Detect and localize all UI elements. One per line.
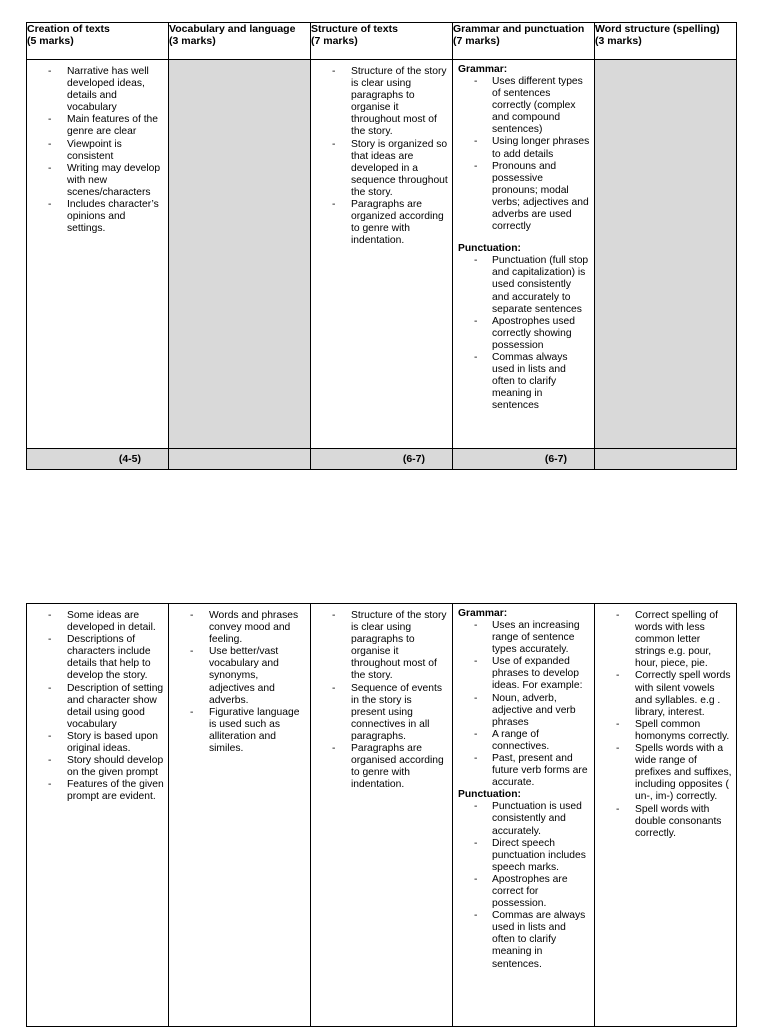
criteria-item <box>27 163 164 199</box>
criteria-text: Main features of the genre are clear <box>67 114 159 138</box>
bullet-dash: - <box>48 199 52 211</box>
criteria-item <box>453 76 590 136</box>
bullet-dash: - <box>48 682 52 694</box>
criteria-item <box>311 66 448 139</box>
criteria-text: Structure of the story is clear using paragraphs to organise it throughout most of the story. <box>351 66 447 138</box>
criteria-text: Use better/vast vocabulary and synonyms, adjectives and adverbs. <box>209 646 279 706</box>
criteria-text: Pronouns and possessive pronouns; modal verbs; adjectives and adverbs are used correctly <box>492 160 589 233</box>
bullet-dash: - <box>332 682 336 694</box>
criteria-item <box>311 610 448 683</box>
bullet-dash: - <box>48 138 52 150</box>
criteria-item <box>311 139 448 199</box>
criteria-row <box>27 604 737 1027</box>
criteria-text: A range of connectives. <box>492 728 550 752</box>
criteria-text: Sequence of events in the story is present using connectives in all paragraphs. <box>351 682 443 742</box>
criteria-item <box>453 753 590 789</box>
criteria-item <box>27 114 164 138</box>
criteria-item <box>595 804 732 840</box>
criteria-item <box>595 670 732 718</box>
bullet-dash: - <box>616 743 620 755</box>
bullet-dash: - <box>190 706 194 718</box>
score-row <box>27 449 737 470</box>
vocabulary-cell <box>169 604 311 1027</box>
bullet-dash: - <box>474 753 478 765</box>
bullet-dash: - <box>616 610 620 621</box>
criteria-text: Descriptions of characters include details that help to develop the story. <box>67 634 151 682</box>
criteria-text: Apostrophes used correctly showing possession <box>492 315 576 351</box>
score-grammar: (6-7) <box>453 449 595 470</box>
header-creation: Creation of texts (5 marks) <box>27 23 169 60</box>
criteria-item <box>453 255 590 315</box>
punctuation-label: Punctuation: <box>458 789 521 801</box>
criteria-text: Uses different types of sentences correctly (complex and compound sentences) <box>492 76 583 136</box>
bullet-dash: - <box>474 255 478 267</box>
header-spelling: Word structure (spelling) (3 marks) <box>595 23 737 60</box>
bullet-dash: - <box>474 136 478 148</box>
criteria-item <box>453 910 590 970</box>
criteria-item <box>453 136 590 160</box>
structure-cell <box>311 60 453 449</box>
criteria-item <box>27 199 164 235</box>
criteria-item <box>453 801 590 837</box>
criteria-item <box>453 729 590 753</box>
bullet-dash: - <box>48 610 52 621</box>
bullet-dash: - <box>332 743 336 755</box>
bullet-dash: - <box>332 138 336 150</box>
criteria-item <box>169 707 306 755</box>
bullet-dash: - <box>48 730 52 742</box>
criteria-item <box>27 610 164 634</box>
bullet-dash: - <box>332 199 336 211</box>
criteria-text: Paragraphs are organised according to genre with indentation. <box>351 743 444 791</box>
criteria-item <box>27 66 164 114</box>
criteria-text: Structure of the story is clear using paragraphs to organise it throughout most of the story. <box>351 610 447 682</box>
criteria-item <box>453 620 590 656</box>
bullet-dash: - <box>48 162 52 174</box>
criteria-text: Figurative language is used such as alliteration and similes. <box>209 706 300 755</box>
creation-cell <box>27 60 169 449</box>
bullet-dash: - <box>474 620 478 631</box>
bullet-dash: - <box>474 873 478 885</box>
criteria-text: Spell common homonyms correctly. <box>635 718 730 742</box>
criteria-item <box>169 610 306 646</box>
criteria-text: Commas always used in lists and often to clarify meaning in sentences <box>492 351 568 412</box>
criteria-text: Direct speech punctuation includes speech marks. <box>492 837 586 873</box>
criteria-item <box>453 874 590 910</box>
criteria-text: Commas are always used in lists and often to clarify meaning in sentences. <box>492 910 586 970</box>
criteria-item <box>595 610 732 670</box>
criteria-text: Includes character’s opinions and settings. <box>67 199 159 235</box>
criteria-text: Spell words with double consonants correctly. <box>635 803 722 839</box>
criteria-text: Spells words with a wide range of prefixes and suffixes, including opposites ( un-, im-) correctly. <box>635 743 732 803</box>
criteria-item <box>595 743 732 803</box>
criteria-item <box>27 731 164 755</box>
bullet-dash: - <box>474 801 478 813</box>
criteria-item <box>27 139 164 163</box>
criteria-item <box>169 646 306 706</box>
bullet-dash: - <box>332 66 336 77</box>
rubric-table-2 <box>26 603 737 1027</box>
score-spelling <box>595 449 737 470</box>
criteria-item <box>27 779 164 803</box>
bullet-dash: - <box>474 692 478 704</box>
criteria-text: Story is organized so that ideas are developed in a sequence throughout the story. <box>351 138 448 198</box>
criteria-text: Words and phrases convey mood and feeling. <box>209 610 299 646</box>
criteria-text: Writing may develop with new scenes/characters <box>67 162 161 198</box>
header-grammar: Grammar and punctuation (7 marks) <box>453 23 595 60</box>
header-structure: Structure of texts (7 marks) <box>311 23 453 60</box>
criteria-row <box>27 60 737 449</box>
header-vocabulary: Vocabulary and language (3 marks) <box>169 23 311 60</box>
header-row <box>27 23 737 60</box>
criteria-text: Punctuation is used consistently and accurately. <box>492 801 582 837</box>
criteria-text: Correct spelling of words with less common letter strings e.g. pour, hour, piece, pie. <box>635 610 718 670</box>
bullet-dash: - <box>474 837 478 849</box>
criteria-text: Description of setting and character show detail using good vocabulary <box>67 682 164 730</box>
punctuation-label: Punctuation: <box>458 243 521 255</box>
criteria-text: Features of the given prompt are evident. <box>67 779 164 803</box>
criteria-item <box>311 199 448 247</box>
criteria-item <box>27 683 164 731</box>
score-creation: (4-5) <box>27 449 169 470</box>
bullet-dash: - <box>474 728 478 740</box>
criteria-item <box>453 693 590 729</box>
criteria-text: Viewpoint is consistent <box>67 138 122 162</box>
grammar-cell <box>453 604 595 1027</box>
criteria-item <box>453 656 590 692</box>
bullet-dash: - <box>332 610 336 621</box>
criteria-text: Story should develop on the given prompt <box>67 755 164 779</box>
criteria-text: Paragraphs are organized according to genre with indentation. <box>351 199 444 247</box>
criteria-text: Narrative has well developed ideas, details and vocabulary <box>67 66 149 114</box>
bullet-dash: - <box>474 351 478 363</box>
criteria-text: Some ideas are developed in detail. <box>67 610 156 634</box>
bullet-dash: - <box>48 634 52 646</box>
bullet-dash: - <box>48 66 52 77</box>
bullet-dash: - <box>48 779 52 791</box>
criteria-text: Story is based upon original ideas. <box>67 730 159 755</box>
criteria-text: Apostrophes are correct for possession. <box>492 873 568 910</box>
spelling-cell <box>595 60 737 449</box>
score-vocabulary <box>169 449 311 470</box>
score-structure: (6-7) <box>311 449 453 470</box>
criteria-item <box>453 316 590 352</box>
bullet-dash: - <box>48 755 52 767</box>
bullet-dash: - <box>190 610 194 621</box>
bullet-dash: - <box>474 160 478 172</box>
rubric-table-1 <box>26 22 737 470</box>
criteria-item <box>27 755 164 779</box>
criteria-text: Use of expanded phrases to develop ideas. For example: <box>492 656 583 692</box>
criteria-item <box>453 838 590 874</box>
grammar-cell <box>453 60 595 449</box>
bullet-dash: - <box>474 76 478 87</box>
criteria-text: Noun, adverb, adjective and verb phrases <box>492 692 576 728</box>
criteria-text: Punctuation (full stop and capitalization) is used consistently and accurately to separate sentences <box>492 255 589 315</box>
bullet-dash: - <box>474 315 478 327</box>
grammar-label: Grammar: <box>458 64 508 75</box>
criteria-text: Uses an increasing range of sentence types accurately. <box>492 620 580 656</box>
bullet-dash: - <box>616 803 620 815</box>
bullet-dash: - <box>48 114 52 126</box>
criteria-text: Using longer phrases to add details <box>492 136 590 160</box>
criteria-item <box>311 683 448 743</box>
criteria-text: Correctly spell words with silent vowels and syllables. e.g . library, interest. <box>635 670 731 718</box>
structure-cell <box>311 604 453 1027</box>
bullet-dash: - <box>616 718 620 730</box>
bullet-dash: - <box>474 910 478 922</box>
criteria-item <box>595 719 732 743</box>
vocabulary-cell <box>169 60 311 449</box>
bullet-dash: - <box>616 670 620 682</box>
bullet-dash: - <box>190 646 194 658</box>
bullet-dash: - <box>474 656 478 668</box>
criteria-item <box>27 634 164 682</box>
creation-cell <box>27 604 169 1027</box>
criteria-text: Past, present and future verb forms are accurate. <box>492 753 588 789</box>
spelling-cell <box>595 604 737 1027</box>
criteria-item <box>311 743 448 791</box>
criteria-item <box>453 352 590 412</box>
grammar-label: Grammar: <box>458 608 508 619</box>
criteria-item <box>453 161 590 234</box>
